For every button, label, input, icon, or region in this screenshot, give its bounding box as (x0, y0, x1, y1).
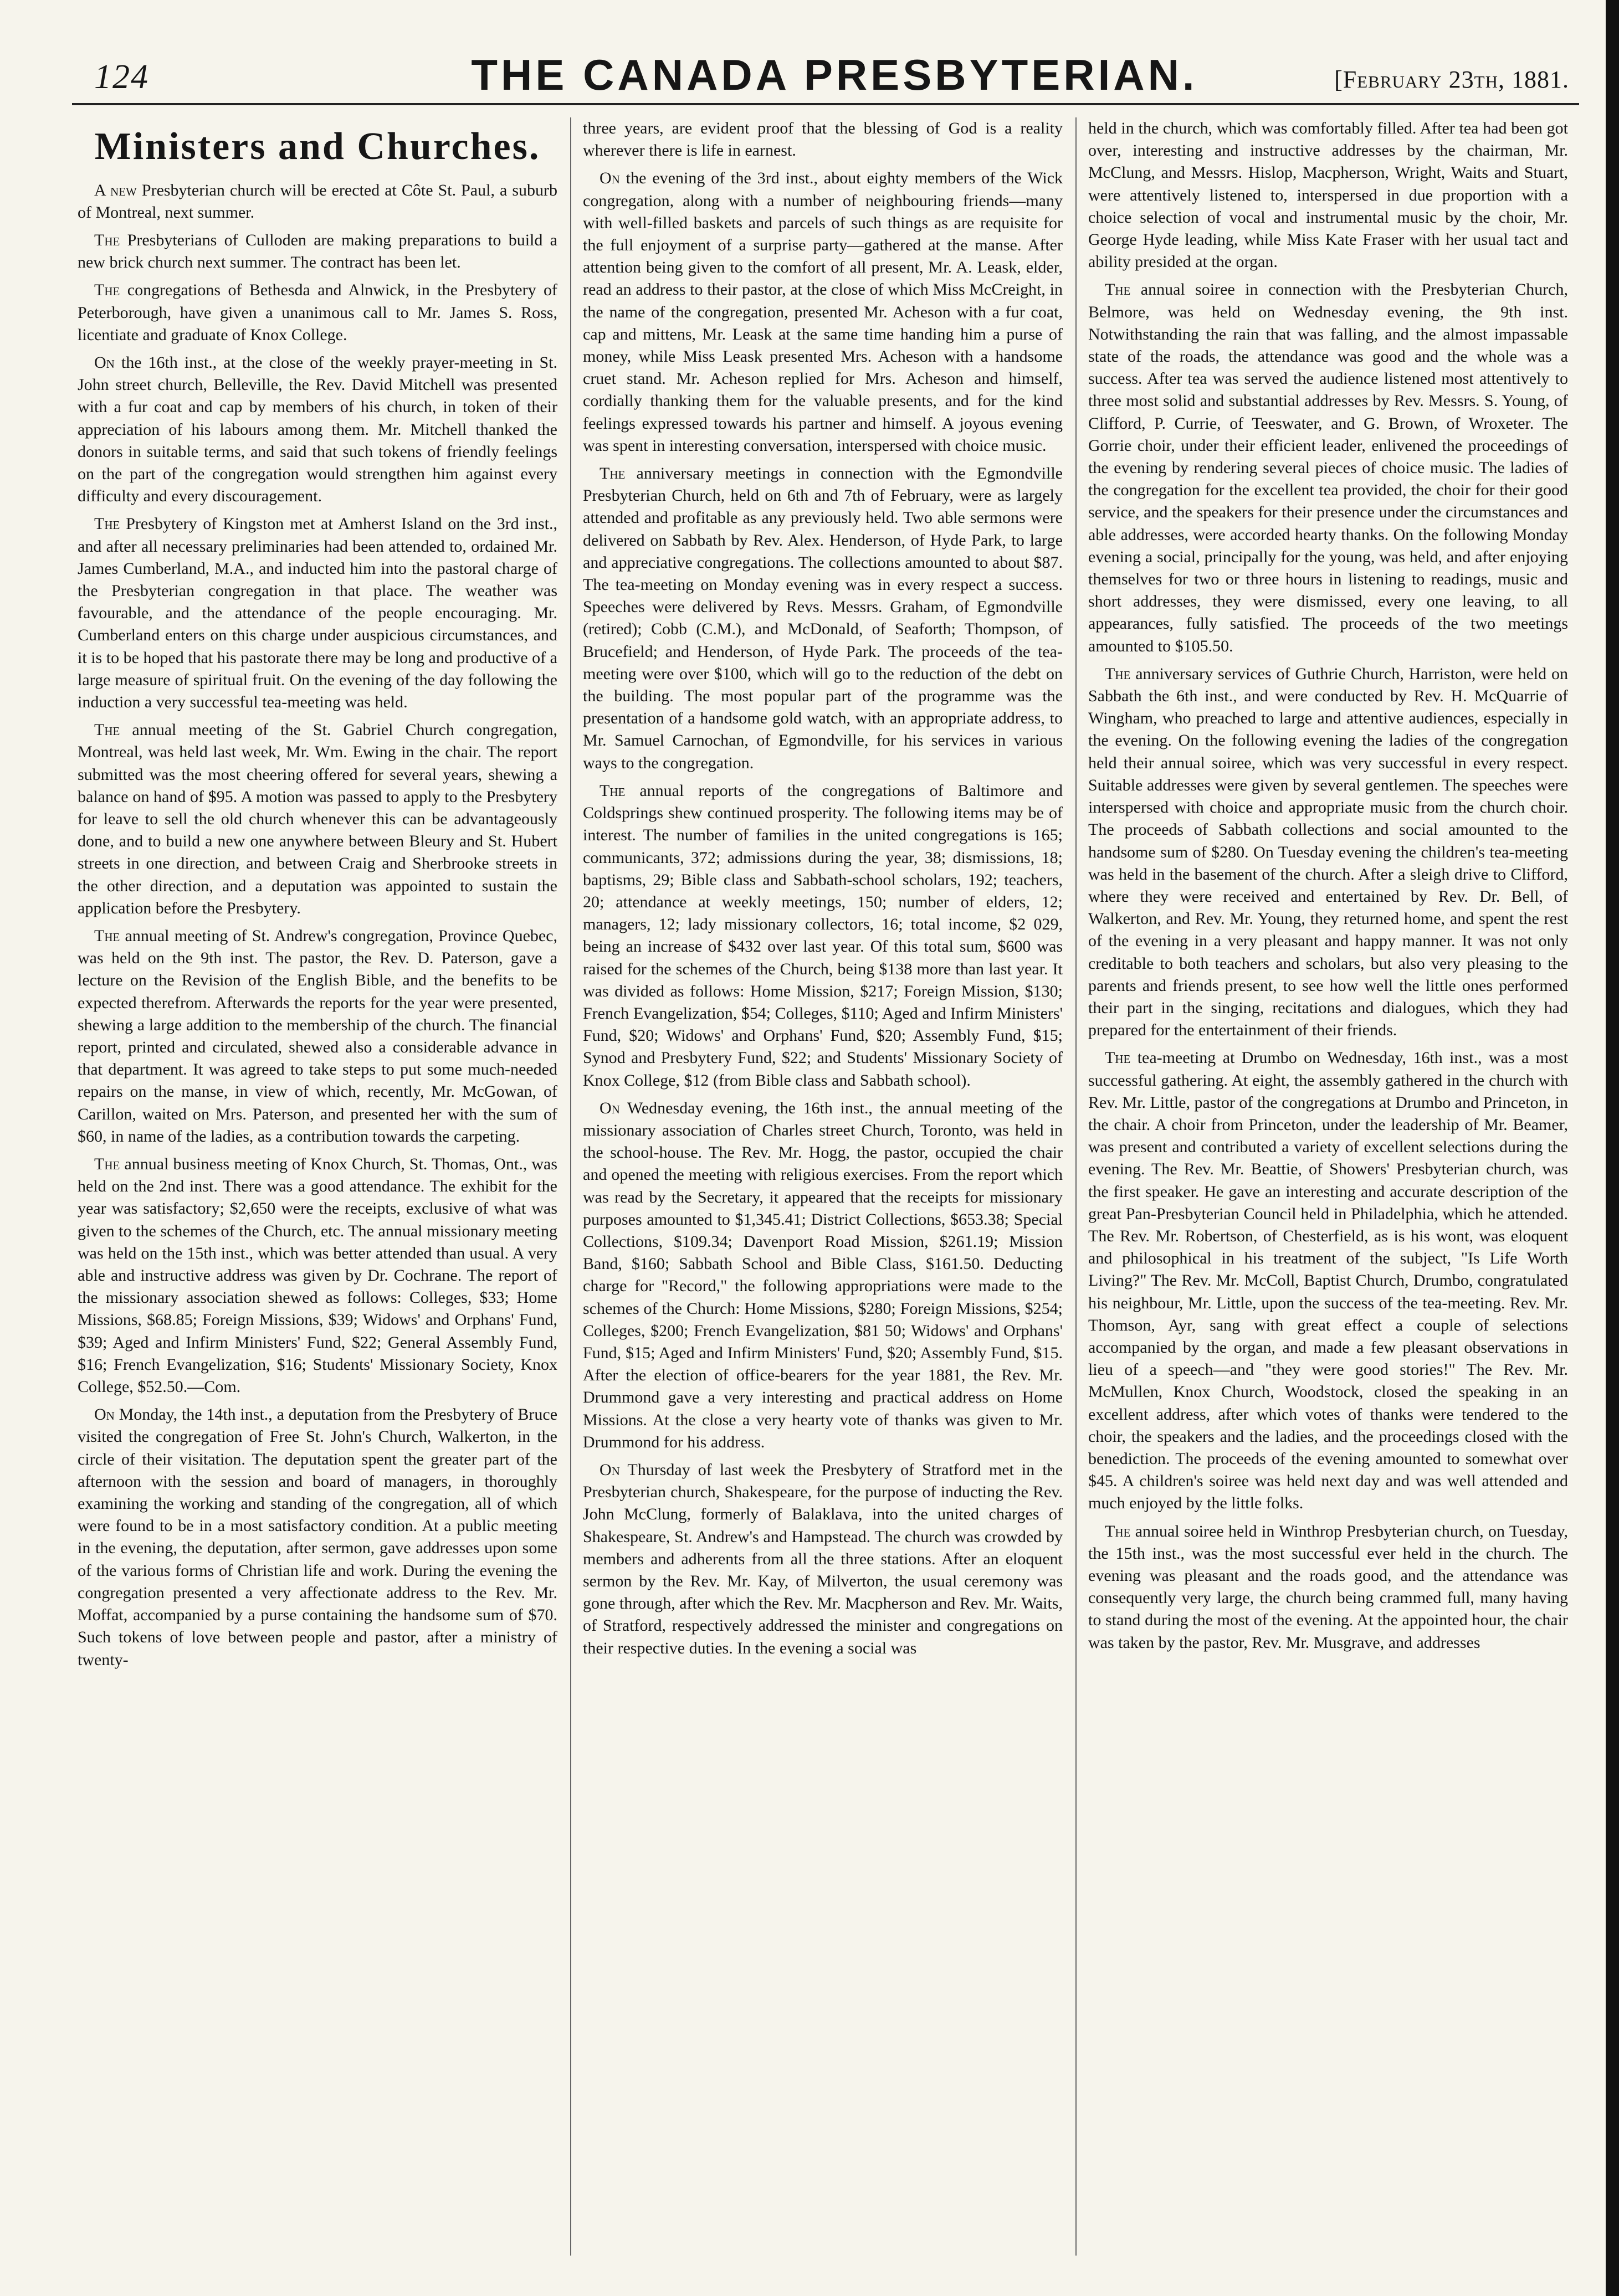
news-item-text: Presbytery of Kingston met at Amherst Island on the 3rd inst., and after all necessary preliminaries had been attended to, ordained Mr. James Cumberland, M.A., and inducted him into the pastoral charge of the Presbyterian congregation in that place. The weather was favourable, and the attendance of the people encouraging. Mr. Cumberland enters on this charge under auspicious circumstances, and it is to be hoped that his pastorate there may be long and productive of a large measure of spiritual fruit. On the evening of the day following the induction a very successful tea-meeting was held. (78, 515, 557, 711)
news-item (583, 1459, 1063, 1660)
news-item-lead: On (600, 169, 620, 188)
news-item (1088, 279, 1568, 657)
issue-date: [February 23th, 1881. (1334, 66, 1569, 93)
running-head (72, 39, 1597, 100)
news-item (78, 229, 557, 274)
text-columns (78, 117, 1574, 2267)
news-item-lead: The (94, 721, 120, 739)
news-item (78, 719, 557, 920)
section-heading: Ministers and Churches. (94, 125, 541, 168)
news-item-lead: The (94, 927, 120, 945)
news-item-lead: The (94, 230, 120, 249)
news-item-lead: On (600, 1460, 620, 1479)
news-item-text: annual meeting of the St. Gabriel Church congregation, Montreal, was held last week, Mr. Wm. Ewing in the chair. The report submitted was the most cheering offered for several years, shewing a balance on hand of $95. A motion was passed to apply to the Presbytery for leave to sell the old church whenever this can be advantageously done, and to build a new one anywhere between Bleury and St. Hubert streets in one direction, and between Craig and Sherbrooke streets in the other direction, and a deputation was appointed to sustain the application before the Presbytery. (78, 721, 557, 917)
column-2 (583, 117, 1063, 2267)
news-item (1088, 663, 1568, 1041)
news-item (78, 352, 557, 507)
news-item (78, 1404, 557, 1671)
page-number: 124 (94, 58, 149, 96)
news-item-lead: On (94, 1405, 115, 1424)
news-item-lead: The (1105, 1522, 1131, 1540)
news-item-text: anniversary meetings in connection with the Egmondville Presbyterian Church, held on 6th and 7th of February, were as largely attended and profitable as any previously held. Two able sermons were delivered on Sabbath by Rev. Alex. Henderson, of Hyde Park, to large and appreciative congregations. The collections amounted to about $87. The tea-meeting on Monday evening was in every respect a success. Speeches were delivered by Revs. Messrs. Graham, of Egmondville (retired); Cobb (C.M.), and McDonald, of Seaforth; Thompson, of Brucefield; and Henderson, of Hyde Park. The proceeds of the tea-meeting were over $100, which will go to the reduction of the debt on the building. The most popular part of the programme was the presentation of a handsome gold watch, with an appropriate address, to Mr. Samuel Carnochan, of Egmondville, for his services in various ways to the congregation. (583, 464, 1063, 772)
news-item-text: Thursday of last week the Presbytery of Stratford met in the Presbyterian church, Shakespeare, for the purpose of inducting the Rev. John McClung, formerly of Balaklava, into the united charges of Shakespeare, St. Andrew's and Hampstead. The church was crowded by members and adherents from all the three stations. After an eloquent sermon by the Rev. Mr. Kay, of Milverton, the usual ceremony was gone through, after which the Rev. Mr. Macpherson and Rev. Mr. Waits, of Stratford, respectively addressed the minister and congregations on their respective duties. In the evening a social was (583, 1460, 1063, 1657)
news-item-text: the evening of the 3rd inst., about eighty members of the Wick congregation, along with a number of neighbouring friends—many with well-filled baskets and parcels of such things as are requisite for the full enjoyment of a surprise party—gathered at the manse. After attention being given to the comfort of all present, Mr. A. Leask, elder, read an address to their pastor, at the close of which Miss McCreight, in the name of the congregation, presented Mr. Acheson with a fur coat, cap and mittens, Mr. Leask at the same time handing him a purse of money, while Miss Leask presented Mrs. Acheson with a handsome cruet stand. Mr. Acheson replied for Mrs. Acheson and himself, cordially thanking them for the valuable presents, and for the kind feelings expressed towards his partner and himself. A joyous evening was spent in interesting conversation, interspersed with choice music. (583, 169, 1063, 455)
news-item-lead: The (94, 281, 120, 300)
news-item (583, 780, 1063, 1092)
news-item (583, 167, 1063, 457)
news-item (78, 925, 557, 1148)
news-item-lead: The (94, 515, 120, 533)
header-rule (72, 103, 1579, 105)
news-item (583, 117, 1063, 162)
news-item-lead: A new (94, 181, 137, 199)
news-item (1088, 1047, 1568, 1514)
news-item (583, 463, 1063, 774)
news-item (78, 513, 557, 713)
news-item-text: annual meeting of St. Andrew's congregation, Province Quebec, was held on the 9th inst. The pastor, the Rev. D. Paterson, gave a lecture on the Revision of the English Bible, and the benefits to be expected therefrom. Afterwards the reports for the year were presented, shewing a large addition to the membership of the church. The financial report, printed and circulated, shewed also a considerable advance in that department. It was agreed to take steps to put some much-needed repairs on the manse, in view of which, recently, Mr. McGowan, of Carillon, waited on Mrs. Paterson, and presented her with the sum of $60, in name of the ladies, as a contribution towards the carpeting. (78, 927, 557, 1146)
news-item-lead: The (600, 781, 626, 800)
column-3 (1088, 117, 1568, 2267)
page-edge (1606, 0, 1619, 2296)
news-item-lead: The (1105, 664, 1131, 683)
journal-title: THE CANADA PRESBYTERIAN. (471, 50, 1198, 99)
news-item-text: annual reports of the congregations of Baltimore and Coldsprings shew continued prosperity. The following items may be of interest. The number of families in the united congregations is 165; communicants, 372; admissions during the year, 38; dismissions, 18; baptisms, 29; Bible class and Sabbath-school scholars, 192; teachers, 20; attendance at weekly meetings, 150; number of elders, 12; managers, 12; lady missionary collectors, 16; total income, $2 029, being an increase of $432 over last year. Of this total sum, $600 was raised for the schemes of the Church, being $138 more than last year. It was divided as follows: Home Mission, $217; Foreign Mission, $130; French Evangelization, $54; Colleges, $110; Aged and Infirm Ministers' Fund, $20; Widows' and Orphans' Fund, $20; Assembly Fund, $15; Synod and Presbytery Fund, $22; and Students' Missionary Society of Knox College, $12 (from Bible class and Sabbath school). (583, 781, 1063, 1090)
news-item (1088, 117, 1568, 273)
column-divider (1075, 117, 1077, 2256)
news-item-lead: The (1105, 280, 1131, 299)
column-1 (78, 117, 557, 2267)
news-item (78, 1153, 557, 1398)
news-item-text: annual business meeting of Knox Church, St. Thomas, Ont., was held on the 2nd inst. There was a good attendance. The exhibit for the year was satisfactory; $2,650 were the receipts, exclusive of what was given to the schemes of the Church, etc. The annual missionary meeting was held on the 15th inst., which was better attended than usual. A very able and instructive address was given by Dr. Cochrane. The report of the missionary association shewed as follows: Colleges, $33; Home Missions, $68.85; Foreign Missions, $39; Widows' and Orphans' Fund, $39; Aged and Infirm Ministers' Fund, $22; General Assembly Fund, $16; French Evangelization, $16; Students' Missionary Society, Knox College, $52.50.—Com. (78, 1155, 557, 1396)
news-item-text: Monday, the 14th inst., a deputation from the Presbytery of Bruce visited the congregation of Free St. John's Church, Walkerton, in the circle of their visitation. The deputation spent the greater part of the afternoon with the session and board of managers, in thoroughly examining the working and standing of the congregation, all of which were found to be in a most satisfactory condition. At a public meeting in the evening, the deputation, after sermon, gave addresses upon some of the various forms of Christian life and work. During the evening the congregation presented a very affectionate address to the Rev. Mr. Moffat, accompanied by a purse containing the handsome sum of $70. Such tokens of love between people and pastor, after a ministry of twenty- (78, 1405, 557, 1669)
news-item-lead: The (94, 1155, 120, 1174)
news-item-text: congregations of Bethesda and Alnwick, in the Presbytery of Peterborough, have given a unanimous call to Mr. James S. Ross, licentiate and graduate of Knox College. (78, 281, 557, 344)
news-item (78, 279, 557, 346)
news-item (1088, 1521, 1568, 1654)
column-divider (570, 117, 571, 2256)
news-item-text: held in the church, which was comfortably filled. After tea had been got over, interesting and instructive addresses by the chairman, Mr. McClung, and Messrs. Hislop, Macpherson, Wright, Waits and Stuart, were attentively listened to, interspersed in due proportion with a choice selection of vocal and instrumental music by the choir, Mr. George Hyde leading, while Miss Kate Fraser with her usual tact and ability presided at the organ. (1088, 119, 1568, 271)
news-item-text: three years, are evident proof that the blessing of God is a reality wherever there is life in earnest. (583, 119, 1063, 160)
news-item-text: tea-meeting at Drumbo on Wednesday, 16th inst., was a most successful gathering. At eight, the assembly gathered in the church with Rev. Mr. Little, pastor of the congregations at Drumbo and Princeton, in the chair. A choir from Princeton, under the leadership of Mr. Beamer, was present and contributed a variety of excellent selections during the evening. The Rev. Mr. Beattie, of Showers' Presbyterian church, was the first speaker. He gave an interesting and accurate description of the great Pan-Presbyterian Council held in Philadelphia, which he attended. The Rev. Mr. Robertson, of Chesterfield, as is his wont, was eloquent and philosophical in his treatment of the subject, "Is Life Worth Living?" The Rev. Mr. McColl, Baptist Church, Drumbo, congratulated his neighbour, Mr. Little, upon the success of the tea-meeting. Rev. Mr. Thomson, Ayr, sang with great effect a couple of selections accompanied by the organ, and made a few pleasant observations in lieu of a speech—and "they were good stories!" The Rev. Mr. McMullen, Knox Church, Woodstock, closed the speaking in an excellent address, after which votes of thanks were tendered to the choir, the speakers and the ladies, and the proceedings closed with the benediction. The proceeds of the evening amounted to somewhat over $45. A children's soiree was held next day and was well attended and much enjoyed by the little folks. (1088, 1049, 1568, 1513)
news-item-text: the 16th inst., at the close of the weekly prayer-meeting in St. John street church, Belleville, the Rev. David Mitchell was presented with a fur coat and cap by members of his church, in token of their appreciation of his labours among them. Mr. Mitchell thanked the donors in suitable terms, and said that such tokens of friendly feelings on the part of the congregation would strengthen him against every difficulty and every discouragement. (78, 353, 557, 506)
news-item (583, 1097, 1063, 1453)
news-item-text: Presbyterians of Culloden are making preparations to build a new brick church next summer. The contract has been let. (78, 230, 557, 272)
news-item-text: Wednesday evening, the 16th inst., the annual meeting of the missionary association of Charles street Church, Toronto, was held in the school-house. The Rev. Mr. Hogg, the pastor, occupied the chair and opened the meeting with religious exercises. From the report which was read by the Secretary, it appeared that the receipts for missionary purposes amounted to $1,345.41; District Collections, $653.38; Special Collections, $109.34; Davenport Road Mission, $261.19; Mission Band, $160; Sabbath School and Bible Class, $161.50. Deducting charge for "Record," the following appropriations were made to the schemes of the Church: Home Missions, $280; Foreign Missions, $254; Colleges, $200; French Evangelization, $81 50; Widows' and Orphans' Fund, $15; Aged and Infirm Ministers' Fund, $20; Assembly Fund, $15. After the election of office-bearers for the year 1881, the Rev. Mr. Drummond gave a very interesting and practical address on Home Missions. At the close a very hearty vote of thanks was given to Mr. Drummond for his address. (583, 1098, 1063, 1451)
news-item-lead: The (600, 464, 626, 483)
news-item-text: annual soiree in connection with the Presbyterian Church, Belmore, was held on Wednesday evening, the 9th inst. Notwithstanding the rain that was falling, and the almost impassable state of the roads, the attendance was good and the whole was a success. After tea was served the audience listened most attentively to three most solid and substantial addresses by Rev. Messrs. S. Young, of Clifford, P. Currie, of Teeswater, and G. Brown, of Wroxeter. The Gorrie choir, under their efficient leader, enlivened the proceedings of the evening by rendering several pieces of choice music. The ladies of the congregation for the excellent tea provided, the choir for their good service, and the speakers for their presence under the circumstances and able addresses, were accorded hearty thanks. On the following Monday evening a social, principally for the young, was held, and after enjoying themselves for two or three hours in listening to readings, music and short addresses, they were dismissed, every one leaving, to all appearances, fully satisfied. The proceeds of the two meetings amounted to $105.50. (1088, 280, 1568, 655)
news-item-text: anniversary services of Guthrie Church, Harriston, were held on Sabbath the 6th inst., and were conducted by Rev. H. McQuarrie of Wingham, who preached to large and attentive audiences, especially in the evening. On the following evening the ladies of the congregation held their annual soiree, which was very successful in every respect. Suitable addresses were given by several gentlemen. The speeches were interspersed with choice and appropriate music from the church choir. The proceeds of Sabbath collections and social amounted to the handsome sum of $280. On Tuesday evening the children's tea-meeting was held in the basement of the church. After a sleigh drive to Clifford, where they were received and entertained by Rev. Dr. Bell, of Walkerton, and Rev. Mr. Young, they returned home, and spent the rest of the evening in a very pleasant and happy manner. It was not only creditable to both teachers and scholars, but also very pleasing to the parents and friends present, to see how well the little ones performed their part in the singing, recitations and dialogues, which they had prepared for the entertainment of their friends. (1088, 664, 1568, 1040)
news-item (78, 179, 557, 224)
news-item-lead: On (600, 1098, 620, 1117)
news-item-text: annual soiree held in Winthrop Presbyterian church, on Tuesday, the 15th inst., was the most successful ever held in the church. The evening was pleasant and the roads good, and the attendance was consequently very large, the church being crammed full, many having to stand during the most of the evening. At the appointed hour, the chair was taken by the pastor, Rev. Mr. Musgrave, and addresses (1088, 1522, 1568, 1652)
news-item-lead: The (1105, 1049, 1131, 1067)
news-item-lead: On (94, 353, 115, 372)
news-item-text: Presbyterian church will be erected at Côte St. Paul, a suburb of Montreal, next summer. (78, 181, 557, 222)
